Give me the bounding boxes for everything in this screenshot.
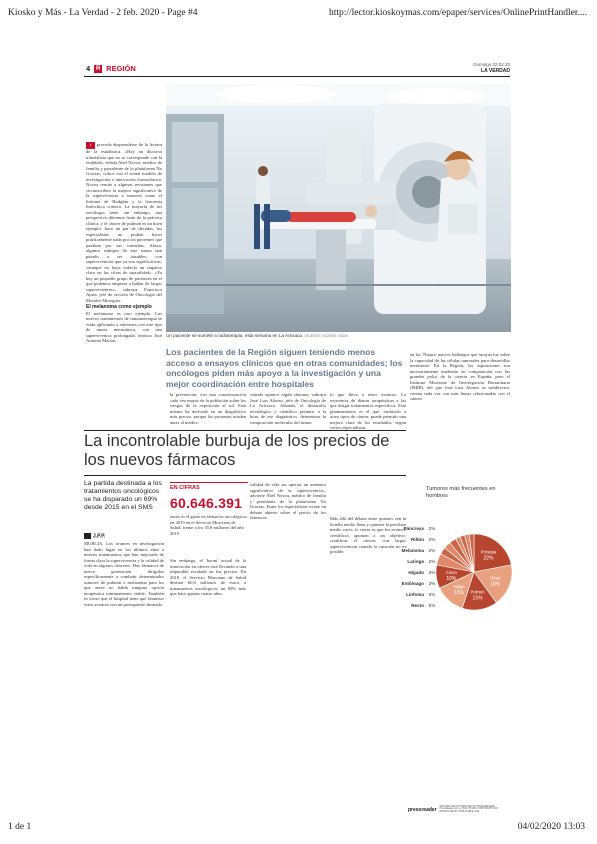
section-header — [86, 64, 136, 73]
slice-value-otros: 18% — [490, 581, 501, 588]
article-lead-column — [86, 142, 162, 428]
arrow-icon: › — [86, 142, 95, 149]
legend-value-recto: 5% — [428, 603, 436, 608]
headline-rule — [84, 475, 406, 476]
legend-value-melanoma: 2% — [428, 548, 436, 553]
legend-label-melanoma: Melanoma — [401, 548, 424, 553]
bottom-article-column-b: Sin embargo, el 'boom' actual de la innovación en cáncer está llevando a una imparable escalada en los precios. En 2019, el Servicio Murciano de Salud destinó 60,6 millones de euros a tratamientos oncológicos, un 69% más que hace apenas cuatro años. — [170, 558, 246, 596]
print-header — [0, 0, 597, 24]
pie-chart — [401, 500, 514, 670]
bottom-article-column-a: MURCIA. Los avances en investigación han dado lugar en los últimos años a nuevos tratamientos que han mejorado de forma clara la supervivencia y la calidad de vida en algunos cánceres. Hay fármacos de nueva generación dirigidos específicamente a combatir determinados tumores de pulmón o melanoma para los que antes no había ninguna opción terapéutica mínimamente viable. También es cierto que el hospital tiene que financiar estos avances con un presupuesto limitado. — [84, 541, 164, 607]
top-article-column-c: cuando aparece algún síntoma, subraya José Luis Alonso, jefe de Oncología de La Arrixaca. Además, el desarrollo tecnológico y científico permite, a la hora de ese diagnóstico, determinar la composición molecular del tumor — [250, 392, 326, 425]
section-name: REGIÓN — [106, 64, 136, 73]
header-rule — [84, 76, 510, 77]
chart-title: Tumores más frecuentes en hombres — [426, 486, 496, 499]
print-footer-timestamp: 04/02/2020 13:03 — [517, 822, 585, 832]
tumor-frequency-chart — [401, 486, 514, 676]
byline-marker-icon — [84, 533, 91, 539]
byline — [84, 533, 105, 539]
byline-text: J.P.P. — [93, 533, 106, 540]
legend-label-hígado: Hígado — [408, 570, 424, 575]
photo-credit: VICENTE VICÉNS / AGM — [304, 334, 348, 338]
legend-value-estómago: 3% — [428, 581, 436, 586]
print-footer-pages: 1 de 1 — [8, 822, 32, 832]
pressreader-notice: PRINTED AND DISTRIBUTED BY PRESSREADER PressReader.com +1 604 278 4604 COPYRIGHT AND PROTECTED BY APPLICABLE LAW — [439, 804, 498, 813]
section-rule — [84, 430, 406, 431]
legend-label-páncreas: Páncreas — [403, 526, 424, 531]
slice-value-pulmón: 15% — [472, 595, 483, 602]
top-article-deck: Los pacientes de la Región siguen teniendo menos acceso a ensayos clínicos que en otras comunidades; los oncólogos piden más apoyo a la investigación y una mejor coordinación entre hospitales — [166, 347, 403, 389]
figures-text: euros es el gasto en fármacos oncológicos en 2019 en el Servicio Murciano de Salud, frente a los 35,8 millones del año 2015 — [170, 514, 248, 536]
radiotherapy-photo — [166, 84, 511, 332]
bottom-article-headline: La incontrolable burbuja de los precios de los nuevos fármacos — [84, 432, 390, 469]
bottom-article-column-d: Más allá del debate entre quienes ven la botella medio llena y quienes la perciben medio vacía, lo cierto es que los avances científicos apuntan a un objetivo: cronificar el cáncer, con largas supervivencias cuando la curación no es posible. — [330, 516, 406, 554]
paper-name: LA VERDAD — [481, 68, 510, 74]
bottom-article-standfirst: La partida destinada a los tratamientos oncológicos se ha disparado un 69% desde 2015 en el SMS — [84, 480, 162, 511]
top-article-column-d: lo que lleva a tener avances. La existencia de dianas terapéuticas a las que dirigir tratamientos específicos. Este planteamiento es el que, traducido a otros tipos de cáncer, puede permitir una mejora clara de los resultados, según varios especialistas. — [330, 392, 406, 430]
radiotherapy-illustration — [166, 84, 511, 332]
bottom-article-column-c: calidad de vida sin aportar un aumento significativo de la supervivencia», advierte Abel Novoa, médico de familia y presidente de la plataforma No Gracias. Entre los especialistas existe un debate abierto sobre el precio de los fármacos. — [250, 482, 326, 520]
caption-text: Un paciente se somete a radioterapia, esta semana en La Arrixaca. — [166, 333, 304, 338]
slice-label-vejiga: Vejiga — [453, 584, 465, 590]
pressreader-strip — [408, 806, 512, 813]
legend-label-recto: Recto — [411, 603, 424, 608]
figures-box — [170, 482, 248, 536]
print-header-url: http://lector.kioskoymas.com/epaper/services/OnlinePrintHandler.... — [328, 8, 587, 18]
slice-value-próstata: 22% — [483, 555, 494, 562]
lead-text-2: El melanoma es otro ejemplo. Los nuevos tratamientos de inmunoterapia se están aplicando a enfermos con este tipo de tumor metastásico, con una supervivencia prolongada, destaca José Antonio Macías. — [86, 310, 162, 343]
photo-caption — [166, 333, 511, 338]
legend-label-riñón: Riñón — [410, 537, 424, 542]
print-header-title: Kiosko y Más - La Verdad - 2 feb. 2020 - Page #4 — [8, 8, 198, 18]
legend-value-páncreas: 2% — [428, 526, 436, 531]
legend-value-hígado: 3% — [428, 570, 436, 575]
legend-label-estómago: Estómago — [401, 581, 424, 586]
page-number: 4 — [86, 64, 91, 73]
legend-value-linfoma: 3% — [428, 592, 436, 597]
legend-label-linfoma: Linfoma — [406, 592, 424, 597]
legend-label-laringe: Laringe — [407, 559, 424, 564]
figures-label: EN CIFRAS — [170, 482, 248, 491]
issue-date: Domingo 02.02.20 — [473, 62, 510, 67]
pressreader-logo: pressreader — [408, 806, 437, 813]
slice-label-otros: Otros — [490, 575, 501, 581]
slice-label-pulmón: Pulmón — [470, 589, 485, 595]
slice-label-colon: Colon — [445, 569, 457, 575]
slice-value-vejiga: 13% — [453, 590, 464, 597]
subheading: El melanoma como ejemplo — [86, 304, 152, 310]
region-logo-icon: R — [96, 65, 101, 72]
top-article-column-b: la prevención, con una concienciación cada vez mayor de la población sobre los riesgos de la exposición al sol. Este mismo ha derivado en un diagnóstico más precoz, porque los pacientes acuden antes al médico — [170, 392, 246, 425]
legend-value-riñón: 2% — [428, 537, 436, 542]
newspaper-page — [80, 56, 514, 813]
masthead-date — [473, 62, 510, 74]
slice-label-próstata: Próstata — [480, 549, 497, 555]
legend-value-laringe: 2% — [428, 559, 436, 564]
slice-value-colon: 10% — [446, 575, 457, 582]
top-article-column-e: en los 'Natura' nuevos hallazgos que arrojan luz sobre la capacidad de las células tumorales para desarrollar metástasis. En la Región, las aspiraciones son necesariamente modestas en comparación con los grandes polos de la ciencia en España, pero el Instituto Murciano de Investigación Biosanitaria (IMIB), del que José Luis Alonso es subdirector, cuenta cada vez con más líneas relacionadas con el cáncer. — [410, 352, 510, 401]
lead-text: proceda desprenderse de la lectura de la estadística. «Hay un discurso triunfalista que no se corresponde con la realidad», señala Abel Novoa, médico de familia y presidente de la plataforma No Gracias, crítica con el actual modelo de investigación e innovación farmacéutica. Novoa remite a algunas revisiones que circunscriben la mejora significativa de la supervivencia a tumores como el linfoma de Hodgkin y la leucemia linfocítica crónica. La mayoría de los oncólogos tiene, sin embargo, una perspectiva diferente fruto de la práctica clínica, y el cáncer de pulmón es un buen ejemplo: hace un par de décadas, los especialistas no podían hacer prácticamente nada por los pacientes que pasaban por sus consultas. Ahora, algunos subtipos de este tumor han pasado a ser tratables, con supervivencias que ya son significativas, «aunque no haya todavía un impacto claro en las cifras de mortalidad». «Ya hay un pequeño grupo de pacientes en el que podemos empezar a hablar de largos supervivientes», subraya Francisco Ayala, jefe de sección de Oncología del Morales Meseguer. — [86, 142, 162, 303]
print-footer — [0, 814, 597, 844]
figures-number: 60.646.391 — [170, 495, 243, 511]
